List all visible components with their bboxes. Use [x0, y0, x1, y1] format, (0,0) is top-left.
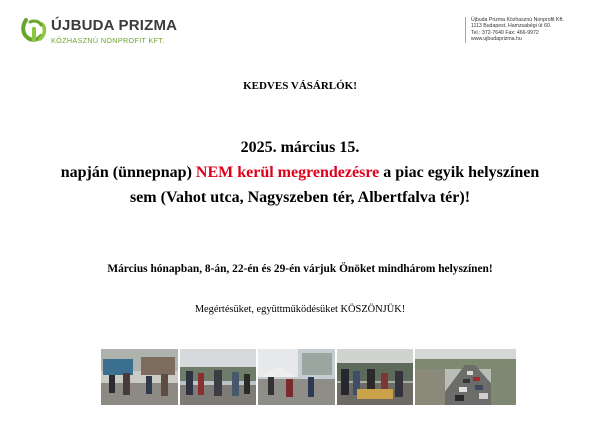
- market-photo-2: [180, 349, 256, 405]
- logo-subtitle: KÖZHASZNÚ NONPROFIT KFT.: [51, 36, 165, 45]
- market-photo-1: [101, 349, 178, 405]
- company-website: www.ujbudaprizma.hu: [471, 36, 522, 43]
- company-address: 1113 Budapest, Hamzsabégi út 60.: [471, 23, 552, 30]
- closure-date: 2025. március 15.: [240, 139, 360, 156]
- company-info: [465, 17, 564, 43]
- closure-line-2: [0, 160, 600, 185]
- market-photo-3: [258, 349, 335, 405]
- closure-line-2-end: a piac egyik helyszínen: [379, 164, 540, 181]
- company-phone: Tel.: 372-7640 Fax: 466-9972: [471, 29, 539, 36]
- closure-locations: sem (Vahot utca, Nagyszeben tér, Albertfalva tér)!: [129, 189, 471, 206]
- market-photo-5: [415, 349, 516, 405]
- closure-line-2-start: napján (ünnepnap): [60, 164, 196, 181]
- march-dates: Március hónapban, 8-án, 22-én és 29-én várjuk Önöket mindhárom helyszínen!: [107, 263, 493, 275]
- photo-strip: [101, 349, 516, 405]
- logo-name: ÚJBUDA PRIZMA: [51, 17, 178, 34]
- closure-notice: [0, 135, 600, 210]
- closure-not-held: NEM kerül megrendezésre: [195, 164, 380, 181]
- company-name: Újbuda Prizma Közhasznú Nonprofit Kft.: [471, 17, 564, 23]
- market-photo-4: [337, 349, 413, 405]
- thanks-line: Megértésüket, együttműködésüket KÖSZÖNJÜK!: [194, 304, 406, 315]
- company-logo: [20, 16, 190, 46]
- prizma-logo-icon: [20, 16, 48, 44]
- greeting-heading: KEDVES VÁSÁRLÓK!: [243, 80, 357, 92]
